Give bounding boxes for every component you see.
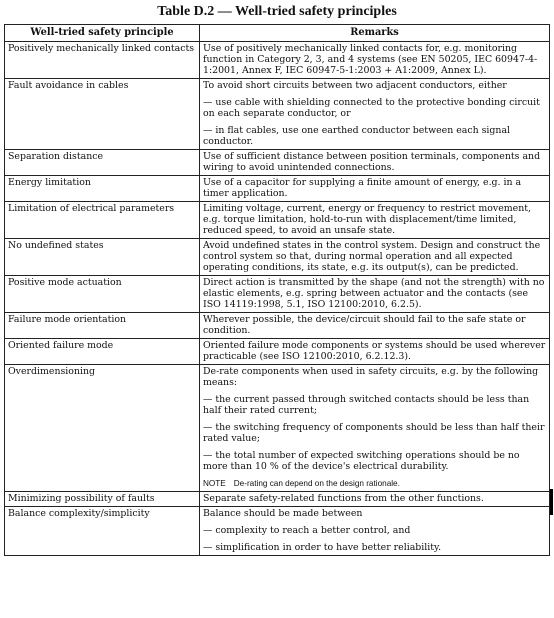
remark-paragraph: Avoid undefined states in the control system. Design and construct the control system so that, during normal operation and all expected operating conditions, its state, e.g. its output(s), can be predicted. xyxy=(203,240,541,274)
principle-cell: Positively mechanically linked contacts xyxy=(5,42,200,79)
remark-paragraph: — the current passed through switched contacts should be less than half their rated current; xyxy=(203,394,530,417)
remark-paragraph: Use of sufficient distance between position terminals, components and wiring to avoid unintended connections. xyxy=(203,151,541,174)
principle-cell: Balance complexity/simplicity xyxy=(5,507,200,556)
remarks-cell xyxy=(200,42,550,79)
table-row xyxy=(5,79,550,150)
table-row xyxy=(5,339,550,365)
column-header-remarks: Remarks xyxy=(200,25,550,42)
remarks-cell xyxy=(200,150,550,176)
principle-cell: Oriented failure mode xyxy=(5,339,200,365)
table-row xyxy=(5,176,550,202)
remarks-cell xyxy=(200,176,550,202)
remark-paragraph: — complexity to reach a better control, and xyxy=(203,525,411,537)
remark-paragraph: Use of a capacitor for supplying a finite amount of energy, e.g. in a timer application. xyxy=(203,177,522,200)
table-row xyxy=(5,492,550,507)
table-row xyxy=(5,239,550,276)
principle-cell: Limitation of electrical parameters xyxy=(5,202,200,239)
remarks-cell xyxy=(200,79,550,150)
remark-paragraph: Limiting voltage, current, energy or frequency to restrict movement, e.g. torque limitation, hold-to-run with displacement/time limited, reduced speed, to avoid an unsafe state. xyxy=(203,203,531,237)
remarks-cell xyxy=(200,365,550,492)
note-label: NOTE xyxy=(203,479,226,489)
column-header-principle: Well-tried safety principle xyxy=(5,25,200,42)
principle-cell: Fault avoidance in cables xyxy=(5,79,200,150)
principle-cell: Failure mode orientation xyxy=(5,313,200,339)
remark-paragraph: Separate safety-related functions from the other functions. xyxy=(203,493,484,505)
table-row xyxy=(5,507,550,556)
change-bar xyxy=(550,489,553,515)
remark-paragraph: Balance should be made between xyxy=(203,508,363,520)
table-row xyxy=(5,276,550,313)
remarks-cell xyxy=(200,339,550,365)
remarks-cell xyxy=(200,276,550,313)
table-row xyxy=(5,313,550,339)
principle-cell: Minimizing possibility of faults xyxy=(5,492,200,507)
remark-paragraph: To avoid short circuits between two adjacent conductors, either xyxy=(203,80,507,92)
remark-paragraph: Wherever possible, the device/circuit should fail to the safe state or condition. xyxy=(203,314,526,337)
safety-principles-table xyxy=(4,24,550,556)
table-header-row xyxy=(5,25,550,42)
remark-paragraph: Use of positively mechanically linked contacts for, e.g. monitoring function in Category 2, 3, and 4 systems (see EN 50205, IEC 60947-4-1:2001, Annex F, IEC 60947-5-1:2003 + A1:2009, Annex L). xyxy=(203,43,538,77)
remark-paragraph: — in flat cables, use one earthed conductor between each signal conductor. xyxy=(203,125,511,148)
remark-paragraph: Direct action is transmitted by the shape (and not the strength) with no elastic elements, e.g. spring between actuator and the contacts (see ISO 14119:1998, 5.1, ISO 12100:2010, 6.2.5). xyxy=(203,277,545,311)
table-title: Table D.2 — Well-tried safety principles xyxy=(157,4,397,19)
remark-paragraph: De-rate components when used in safety circuits, e.g. by the following means: xyxy=(203,366,539,389)
remarks-cell xyxy=(200,492,550,507)
principle-cell: Energy limitation xyxy=(5,176,200,202)
principle-cell: Positive mode actuation xyxy=(5,276,200,313)
remark-paragraph: — the switching frequency of components should be less than half their rated value; xyxy=(203,422,545,445)
table-row xyxy=(5,365,550,492)
remark-paragraph: Oriented failure mode components or systems should be used wherever practicable (see ISO 12100:2010, 6.2.12.3). xyxy=(203,340,546,363)
note-text: De-rating can depend on the design rationale. xyxy=(233,479,400,489)
table-row xyxy=(5,150,550,176)
remark-paragraph: — simplification in order to have better reliability. xyxy=(203,542,442,554)
principle-cell: Separation distance xyxy=(5,150,200,176)
table-row xyxy=(5,42,550,79)
remark-paragraph: — the total number of expected switching operations should be no more than 10 % of the device's electrical durability. xyxy=(203,450,520,473)
principle-cell: No undefined states xyxy=(5,239,200,276)
table-row xyxy=(5,202,550,239)
remarks-cell xyxy=(200,313,550,339)
note-paragraph xyxy=(203,478,546,489)
remarks-cell xyxy=(200,202,550,239)
table-body xyxy=(5,42,550,556)
remark-paragraph: — use cable with shielding connected to the protective bonding circuit on each separate conductor, or xyxy=(203,97,540,120)
remarks-cell xyxy=(200,507,550,556)
principle-cell: Overdimensioning xyxy=(5,365,200,492)
remarks-cell xyxy=(200,239,550,276)
